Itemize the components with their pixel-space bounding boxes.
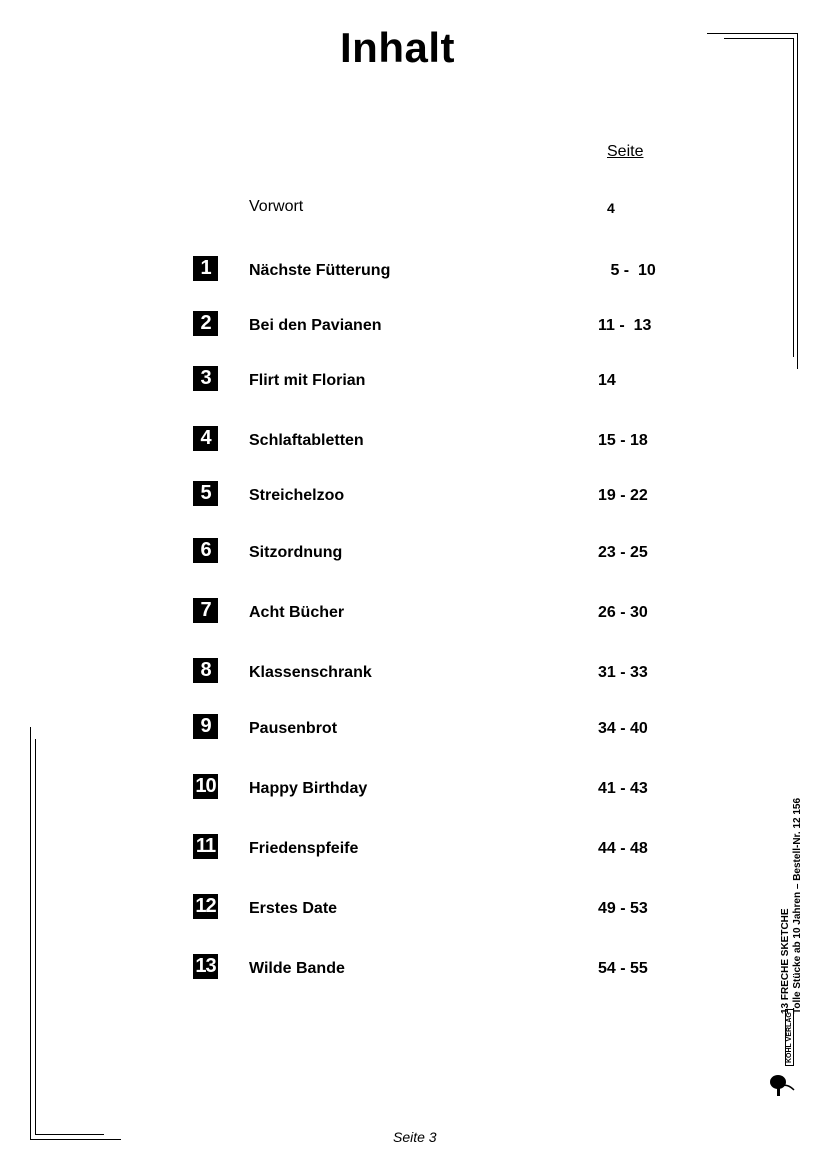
toc-foreword-pages: 4 [607,200,615,216]
book-subtitle-order-number: Tolle Stücke ab 10 Jahren – Bestell-Nr. 12 156 [792,797,803,1014]
toc-entry-pages: 31 - 33 [598,664,648,681]
toc-entry-title: Schlaftabletten [249,432,364,449]
toc-row [0,954,827,984]
chapter-number-badge: 7 [193,598,218,623]
toc-row [0,774,827,804]
toc-entry-title: Nächste Fütterung [249,262,391,279]
toc-entry-title: Friedenspfeife [249,840,359,857]
chapter-number-badge: 1 [193,256,218,281]
chapter-number-badge: 10 [193,774,218,799]
toc-row [0,894,827,924]
toc-entry-title: Bei den Pavianen [249,317,382,334]
toc-row [0,426,827,456]
book-info-vertical [780,798,804,1014]
toc-entry-title: Flirt mit Florian [249,372,366,389]
chapter-number-badge: 8 [193,658,218,683]
toc-entry-pages: 11 - 13 [598,317,652,334]
chapter-number-badge: 12 [193,894,218,919]
toc-entry-title: Erstes Date [249,900,338,917]
book-series-title: 13 FRECHE SKETCHE [780,908,791,1014]
publisher-logo-text: KOHL VERLAG [785,1009,794,1066]
page-number-footer: Seite 3 [393,1129,437,1145]
toc-row [0,311,827,341]
toc-foreword-title: Vorwort [249,198,304,215]
toc-entry-pages: 54 - 55 [598,960,648,977]
toc-row [0,658,827,688]
toc-entry-pages: 26 - 30 [598,604,648,621]
toc-row [0,481,827,511]
pages-column-header: Seite [607,143,644,160]
toc-entry-title: Pausenbrot [249,720,338,737]
toc-row [0,598,827,628]
toc-entry-title: Happy Birthday [249,780,368,797]
page-title: Inhalt [340,24,455,71]
toc-row [0,256,827,286]
toc-row [0,834,827,864]
toc-entry-title: Streichelzoo [249,487,345,504]
toc-entry-pages: 44 - 48 [598,840,648,857]
chapter-number-badge: 9 [193,714,218,739]
chapter-number-badge: 3 [193,366,218,391]
chapter-number-badge: 6 [193,538,218,563]
chapter-number-badge: 5 [193,481,218,506]
toc-entry-title: Klassenschrank [249,664,372,681]
toc-row [0,538,827,568]
toc-entry-pages: 23 - 25 [598,544,648,561]
toc-entry-pages: 14 [598,372,616,389]
chapter-number-badge: 11 [193,834,218,859]
chapter-number-badge: 4 [193,426,218,451]
toc-entry-title: Acht Bücher [249,604,345,621]
toc-row [0,366,827,396]
chapter-number-badge: 2 [193,311,218,336]
toc-entry-title: Sitzordnung [249,544,343,561]
toc-entry-pages: 49 - 53 [598,900,648,917]
toc-entry-pages: 34 - 40 [598,720,648,737]
toc-row-foreword [0,198,827,228]
toc-entry-pages: 19 - 22 [598,487,648,504]
toc-entry-pages: 5 - 10 [606,262,656,279]
toc-row [0,714,827,744]
chapter-number-badge: 13 [193,954,218,979]
toc-entry-title: Wilde Bande [249,960,345,977]
toc-entry-pages: 15 - 18 [598,432,648,449]
toc-entry-pages: 41 - 43 [598,780,648,797]
